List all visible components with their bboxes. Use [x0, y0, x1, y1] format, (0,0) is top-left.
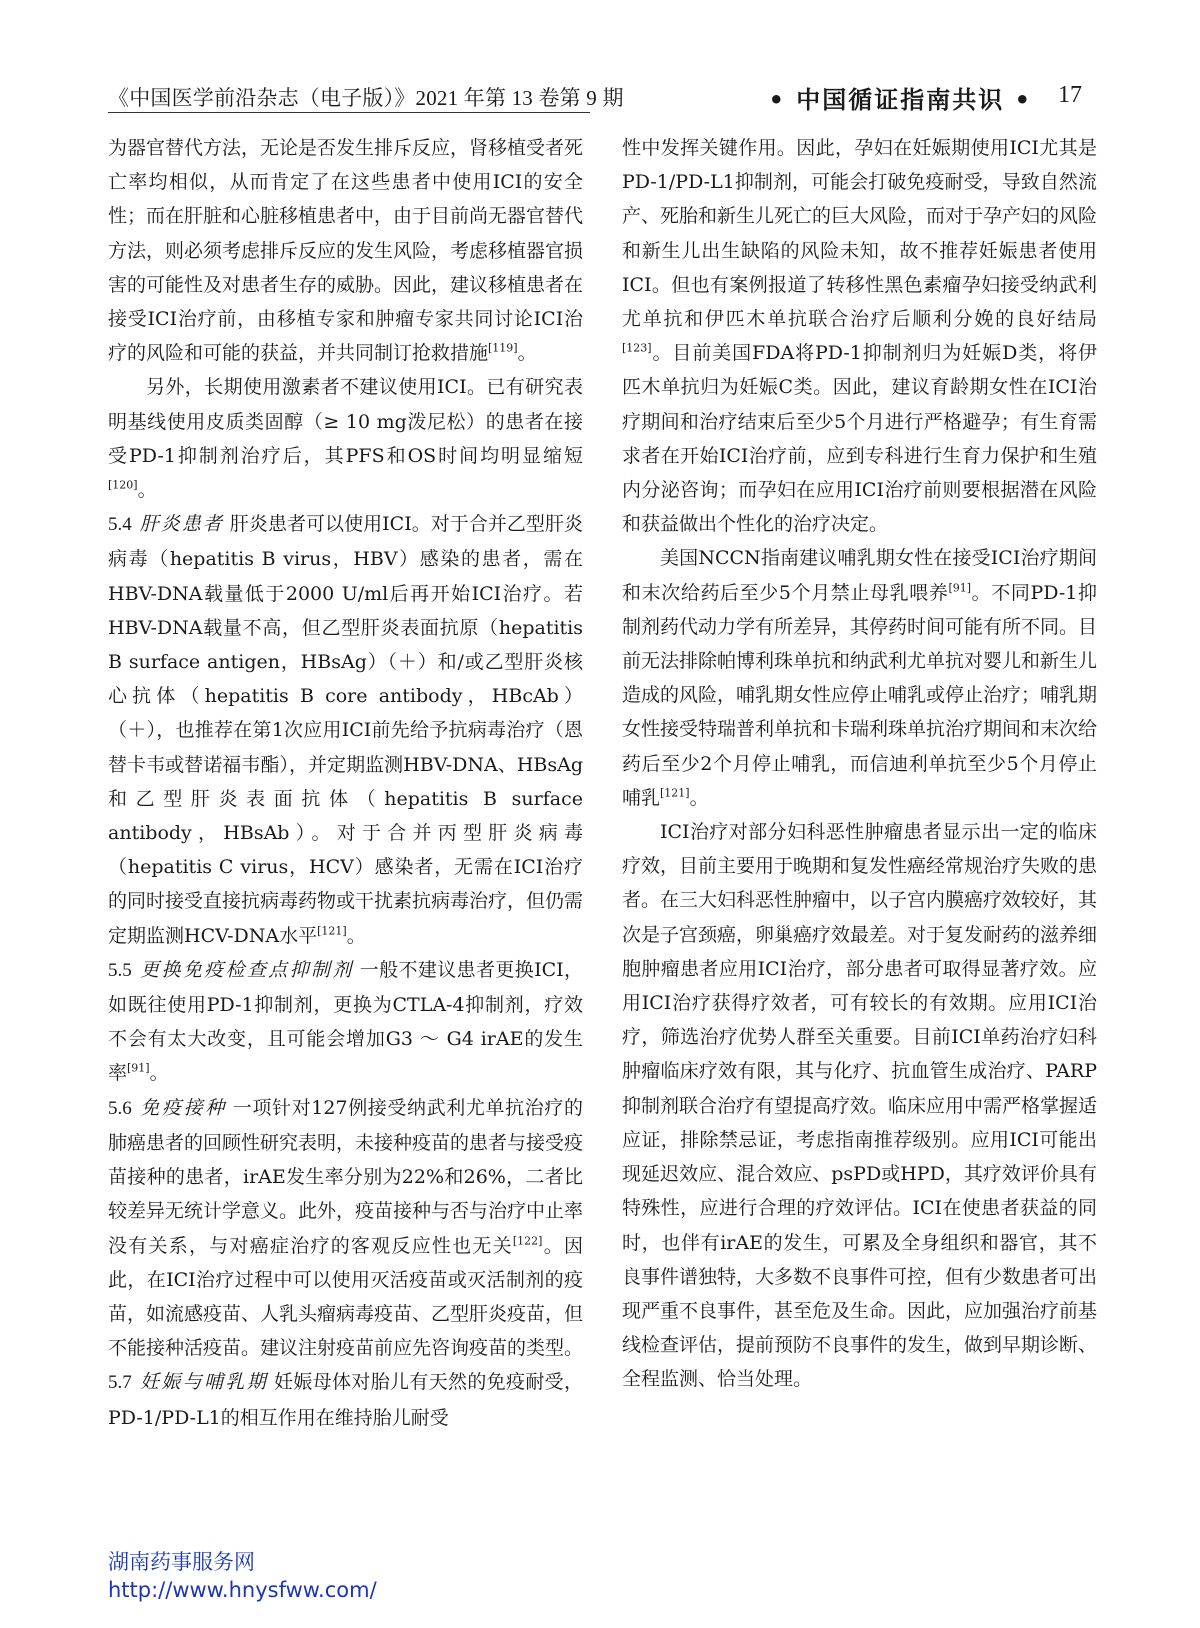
citation-ref: [122] — [512, 1234, 543, 1248]
paragraph — [622, 815, 1097, 1396]
paragraph-text: 一般不建议患者更换ICI，如既往使用PD-1抑制剂，更换为CTLA-4抑制剂，疗效不会有太大改变，且可能会增加G3 ～ G4 irAE的发生率 — [108, 958, 583, 1085]
section-number: 5.6 — [108, 1097, 132, 1119]
paragraph — [622, 131, 1097, 541]
citation-ref: [91] — [127, 1062, 150, 1076]
paragraph-tail: 。不同PD-1抑制剂药代动力学有所差异，其停药时间可能有所不同。目前无法排除帕博利珠单抗和纳武利尤单抗对婴儿和新生儿造成的风险，哺乳期女性应停止哺乳或停止治疗；哺乳期女性接受特瑞普利单抗和卡瑞利珠单抗治疗期间和末次给药后至少2个月停止哺乳，而信迪利单抗至少5个月停止哺乳 — [622, 581, 1098, 809]
paragraph — [622, 541, 1097, 815]
section-5-6 — [108, 1091, 583, 1366]
citation-ref: [120] — [108, 478, 138, 492]
paragraph-tail: 。 — [137, 479, 157, 502]
journal-citation: 《中国医学前沿杂志（电子版）》2021 年第 13 卷第 9 期 — [108, 86, 624, 110]
section-5-7 — [108, 1365, 583, 1434]
paragraph-text: 一项针对127例接受纳武利尤单抗治疗的肺癌患者的回顾性研究表明，未接种疫苗的患者与接受疫苗接种的患者，irAE发生率分别为22%和26%，二者比较差异无统计学意义。此外，疫苗接种与否与治疗中止率没有关系，与对癌症治疗的客观反应性也无关 — [108, 1096, 584, 1257]
right-column — [622, 131, 1097, 1397]
section-title: 免疫接种 — [139, 1096, 227, 1119]
paragraph-tail: 。 — [689, 786, 709, 809]
paragraph-text: 另外，长期使用激素者不建议使用ICI。已有研究表明基线使用皮质类固醇（≥ 10 mg泼尼松）的患者在接受PD-1抑制剂治疗后，其PFS和OS时间均明显缩短 — [108, 376, 583, 467]
paragraph-text: 为器官替代方法，无论是否发生排斥反应，肾移植受者死亡率均相似，从而肯定了在这些患者中使用ICI的安全性；而在肝脏和心脏移植患者中，由于目前尚无器官替代方法，则必须考虑排斥反应的发生风险，考虑移植器官损害的可能性及对患者生存的威胁。因此，建议移植患者在接受ICI治疗前，由移植专家和肿瘤专家共同讨论ICI治疗的风险和可能的获益，并共同制订抢救措施 — [108, 137, 584, 365]
citation-ref: [121] — [660, 786, 690, 800]
section-title: 更换免疫检查点抑制剂 — [139, 958, 354, 981]
section-number: 5.4 — [108, 514, 132, 536]
paragraph-tail: 。 — [149, 1062, 169, 1085]
section-5-4 — [108, 507, 583, 953]
paragraph-tail: 。因此，在ICI治疗过程中可以使用灭活疫苗或灭活制剂的疫苗，如流感疫苗、人乳头瘤病毒疫苗、乙型肝炎疫苗，但不能接种活疫苗。建议注射疫苗前应先咨询疫苗的类型。 — [108, 1234, 584, 1360]
section-title: 妊娠与哺乳期 — [139, 1371, 269, 1394]
paragraph-tail: 。 — [346, 924, 366, 947]
paragraph — [108, 131, 583, 370]
left-column — [108, 131, 583, 1435]
citation-ref: [121] — [317, 924, 347, 938]
paragraph — [108, 370, 583, 507]
section-label: • 中国循证指南共识 • — [768, 86, 1032, 114]
site-name: 湖南药事服务网 — [108, 1550, 255, 1574]
site-url-link[interactable]: http://www.hnysfww.com/ — [108, 1578, 377, 1602]
paragraph-text: ICI治疗对部分妇科恶性肿瘤患者显示出一定的临床疗效，目前主要用于晚期和复发性癌经常规治疗失败的患者。在三大妇科恶性肿瘤中，以子宫内膜癌疗效较好，其次是子宫颈癌，卵巢癌疗效最差。对于复发耐药的滋养细胞肿瘤患者应用ICI治疗，部分患者可取得显著疗效。应用ICI治疗获得疗效者，可有较长的有效期。应用ICI治疗，筛选治疗优势人群至关重要。目前ICI单药治疗妇科肿瘤临床疗效有限，其与化疗、抗血管生成治疗、PARP抑制剂联合治疗有望提高疗效。临床应用中需严格掌握适应证，排除禁忌证，考虑指南推荐级别。应用ICI可能出现延迟效应、混合效应、psPD或HPD，其疗效评价具有特殊性，应进行合理的疗效评估。ICI在使患者获益的同时，也伴有irAE的发生，可累及全身组织和器官，其不良事件谱独特，大多数不良事件可控，但有少数患者可出现严重不良事件，甚至危及生命。因此，应加强治疗前基线检查评估，提前预防不良事件的发生，做到早期诊断、全程监测、恰当处理。 — [622, 821, 1098, 1391]
watermark-footer — [108, 1548, 377, 1604]
section-number: 5.5 — [108, 959, 132, 981]
page-header — [108, 80, 1082, 116]
page-number: 17 — [1058, 82, 1082, 108]
paragraph-text: 美国NCCN指南建议哺乳期女性在接受ICI治疗期间和末次给药后至少5个月禁止母乳喂养 — [622, 547, 1097, 604]
paragraph-text: 妊娠母体对胎儿有天然的免疫耐受，PD-1/PD-L1的相互作用在维持胎儿耐受 — [108, 1371, 583, 1429]
section-number: 5.7 — [108, 1372, 132, 1394]
paragraph-text: 肝炎患者可以使用ICI。对于合并乙型肝炎病毒（hepatitis B virus，HBV）感染的患者，需在HBV-DNA载量低于2000 U/ml后再开始ICI治疗。若HBV-DNA载量不高，但乙型肝炎表面抗原（hepatitis B surface antigen，HBsAg）（＋）和/或乙型肝炎核心抗体（hepatitis B core antibody，HBcAb）（＋），也推荐在第1次应用ICI前先给予抗病毒治疗（恩替卡韦或替诺福韦酯），并定期监测HBV-DNA、HBsAg和乙型肝炎表面抗体（hepatitis B surface antibody，HBsAb）。对于合并丙型肝炎病毒（hepatitis C virus，HCV）感染者，无需在ICI治疗的同时接受直接抗病毒药物或干扰素抗病毒治疗，但仍需定期监测HCV-DNA水平 — [108, 513, 584, 947]
citation-ref: [123] — [622, 341, 652, 355]
citation-ref: [91] — [948, 581, 972, 595]
paragraph-tail: 。 — [517, 342, 537, 365]
citation-ref: [119] — [488, 341, 518, 355]
paragraph-tail: 。目前美国FDA将PD-1抑制剂归为妊娠D类，将伊匹木单抗归为妊娠C类。因此，建议育龄期女性在ICI治疗期间和治疗结束后至少5个月进行严格避孕；有生育需求者在开始ICI治疗前，应到专科进行生育力保护和生殖内分泌咨询；而孕妇在应用ICI治疗前则要根据潜在风险和获益做出个性化的治疗决定。 — [622, 342, 1097, 536]
header-rule — [108, 112, 590, 113]
section-5-5 — [108, 953, 583, 1091]
section-title: 肝炎患者 — [139, 513, 224, 536]
paragraph-text: 性中发挥关键作用。因此，孕妇在妊娠期使用ICI尤其是PD-1/PD-L1抑制剂，可能会打破免疫耐受，导致自然流产、死胎和新生儿死亡的巨大风险，而对于孕产妇的风险和新生儿出生缺陷的风险未知，故不推荐妊娠患者使用ICI。但也有案例报道了转移性黑色素瘤孕妇接受纳武利尤单抗和伊匹木单抗联合治疗后顺利分娩的良好结局 — [622, 137, 1098, 331]
